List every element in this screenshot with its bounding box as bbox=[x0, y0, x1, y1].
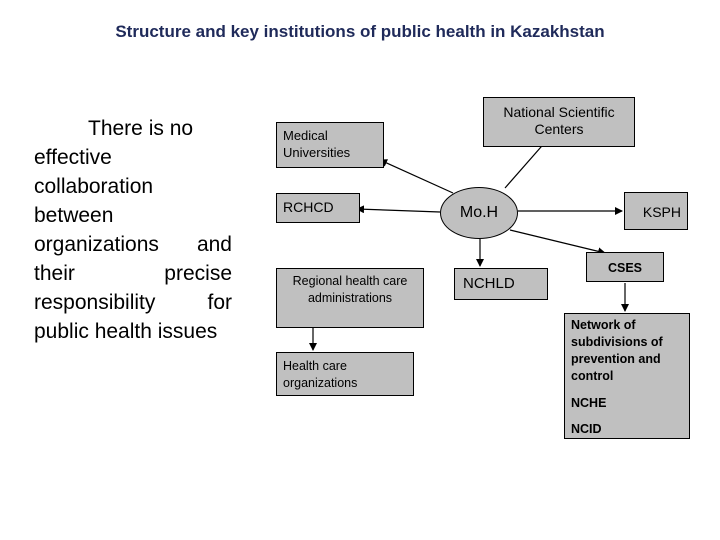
node-cses: CSES bbox=[586, 252, 664, 282]
node-moh: Mo.H bbox=[440, 187, 518, 239]
node-medical-universities: Medical Universities bbox=[276, 122, 384, 168]
arrow-moh-to-rchcd bbox=[357, 209, 440, 212]
statement-body: effective collaboration between organizations and their precise responsibility for public health issues bbox=[34, 146, 232, 343]
node-national-scientific-centers: National Scientific Centers bbox=[483, 97, 635, 147]
statement-line-1: There is no bbox=[88, 117, 194, 140]
node-rchcd: RCHCD bbox=[276, 193, 360, 223]
node-regional-health-care-administrations: Regional health care administrations bbox=[276, 268, 424, 328]
arrow-moh-to-cses bbox=[510, 230, 605, 253]
network-item-nche: NCHE bbox=[571, 396, 607, 410]
page-title: Structure and key institutions of public health in Kazakhstan bbox=[115, 22, 605, 41]
network-title: Network of subdivisions of prevention and control bbox=[571, 318, 663, 383]
node-network-of-subdivisions bbox=[564, 313, 690, 439]
node-nchld: NCHLD bbox=[454, 268, 548, 300]
node-ksph: KSPH bbox=[624, 192, 688, 230]
arrow-moh-to-medical-universities bbox=[380, 160, 453, 193]
node-health-care-organizations: Health care organizations bbox=[276, 352, 414, 396]
network-item-ncid: NCID bbox=[571, 422, 602, 436]
